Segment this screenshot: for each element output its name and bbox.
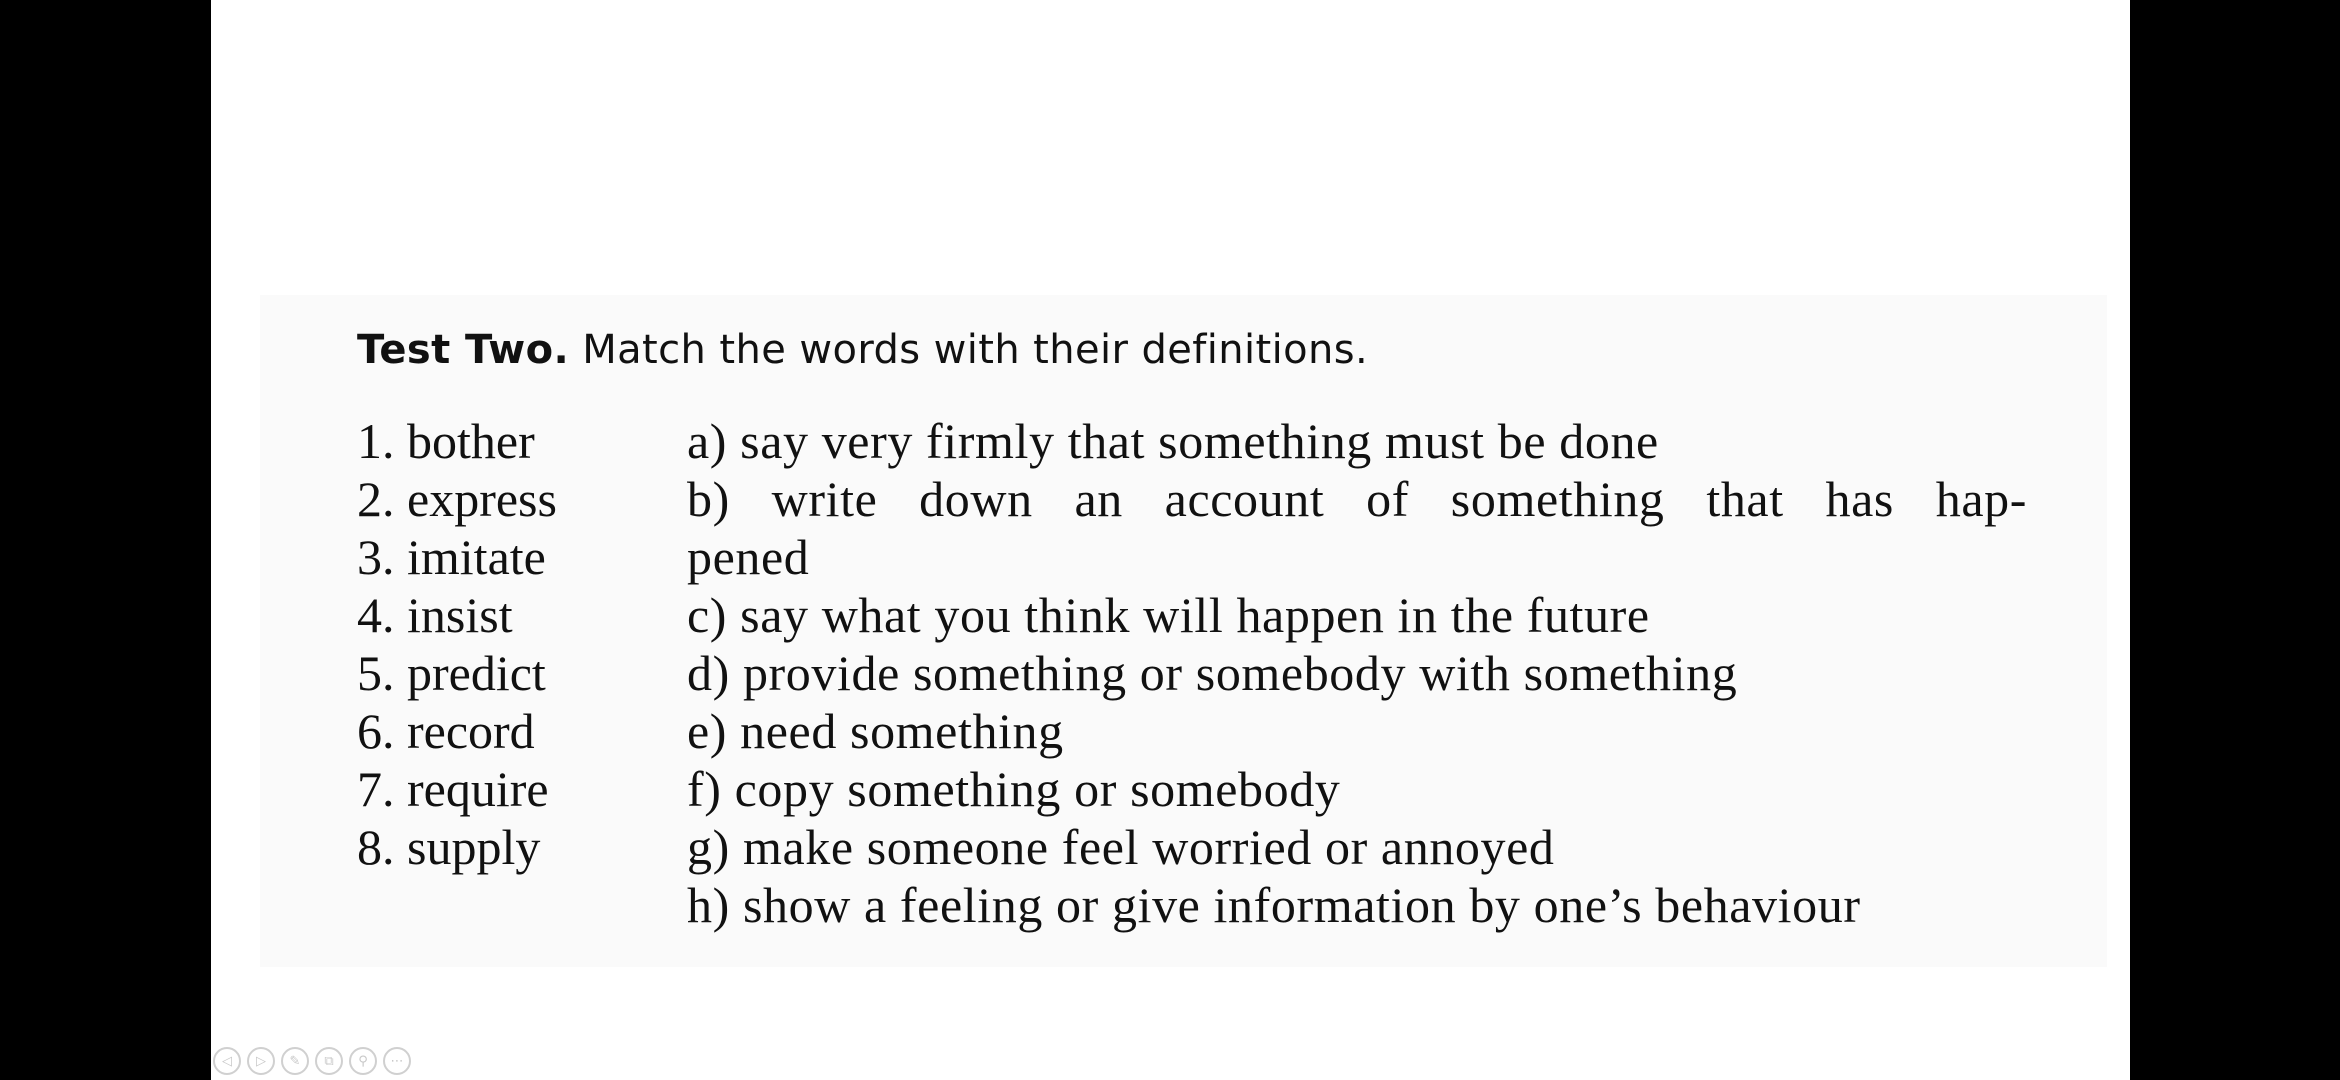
definition-item: e) need something <box>687 703 1064 759</box>
definition-list <box>687 412 2027 934</box>
viewer-toolbar <box>213 1047 411 1075</box>
word-item: 2. express <box>357 471 557 527</box>
word-list <box>357 412 557 876</box>
definition-item: d) provide something or somebody with something <box>687 645 1738 701</box>
definition-item: g) make someone feel worried or annoyed <box>687 819 1555 875</box>
word-item: 8. supply <box>357 819 541 875</box>
exercise-instruction: Match the words with their definitions. <box>582 327 1369 373</box>
more-icon[interactable]: ⋯ <box>383 1047 411 1075</box>
definition-item: h) show a feeling or give information by one’s behaviour <box>687 877 1861 933</box>
definition-item: f) copy something or somebody <box>687 761 1341 817</box>
word-item: 7. require <box>357 761 549 817</box>
definition-item-continuation: pened <box>687 529 810 585</box>
zoom-icon[interactable]: ⚲ <box>349 1047 377 1075</box>
exercise-heading <box>357 327 1368 373</box>
definition-item: a) say very firmly that something must be done <box>687 413 1659 469</box>
word-item: 1. bother <box>357 413 535 469</box>
slide-page <box>211 0 2130 1080</box>
definition-item: c) say what you think will happen in the future <box>687 587 1650 643</box>
word-item: 6. record <box>357 703 535 759</box>
copy-icon[interactable]: ⧉ <box>315 1047 343 1075</box>
next-icon[interactable]: ▷ <box>247 1047 275 1075</box>
word-item: 4. insist <box>357 587 513 643</box>
word-item: 5. predict <box>357 645 546 701</box>
definition-item: b) write down an account of something that has hap- <box>687 471 2027 527</box>
pen-icon[interactable]: ✎ <box>281 1047 309 1075</box>
previous-icon[interactable]: ◁ <box>213 1047 241 1075</box>
exercise-title: Test Two. <box>357 327 570 373</box>
word-item: 3. imitate <box>357 529 546 585</box>
